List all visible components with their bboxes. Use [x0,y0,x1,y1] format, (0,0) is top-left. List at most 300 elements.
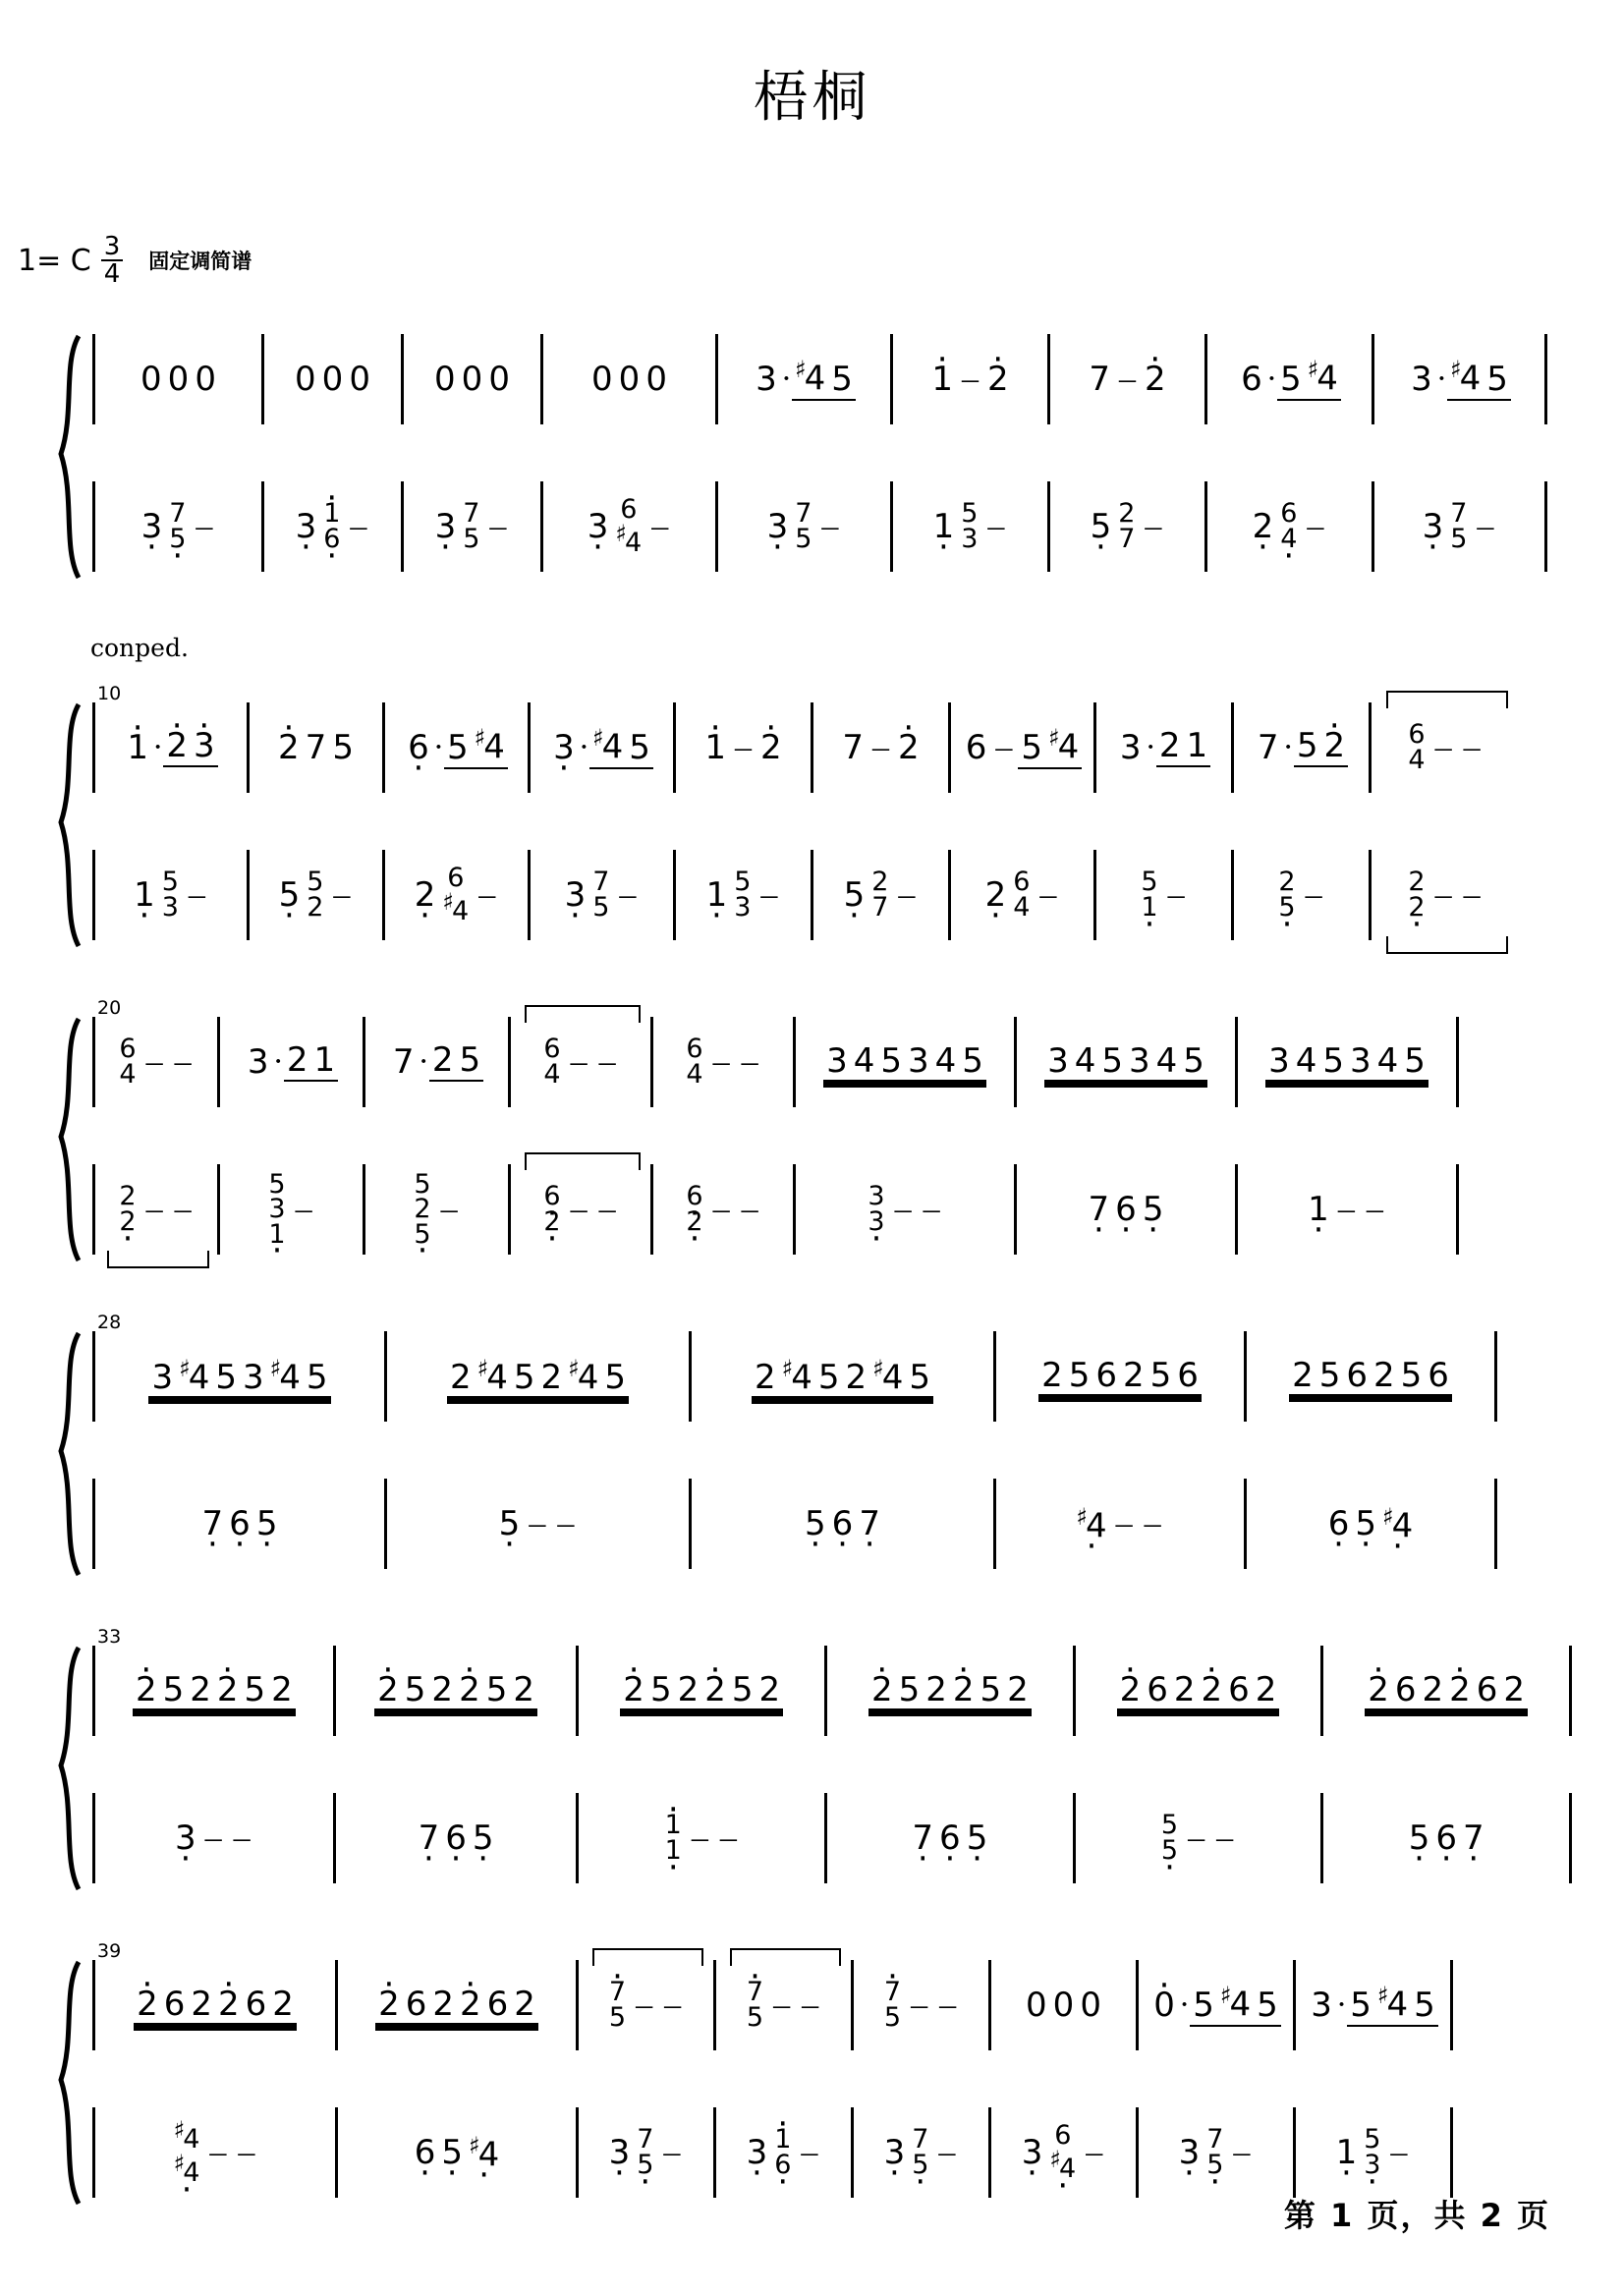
note: 0 [591,360,613,399]
note: ♯4 [869,1357,906,1396]
measure [1247,1479,1497,1569]
measure: · 3 6 ♯4 – [543,481,718,572]
chord-stack [1360,2124,1384,2180]
measure [338,1960,579,2050]
note: 5 [1364,2124,1381,2155]
note: · 6 [1112,1193,1140,1226]
note: 3 [1411,360,1432,399]
note: 5 [1294,729,1321,767]
note: · 5 [470,1821,497,1855]
note: 2 · [375,1987,403,2023]
note: · 3 [172,1821,199,1855]
note: 3 [868,1181,885,1212]
note: · 3 [606,2136,634,2169]
note: 5 [1411,1988,1438,2027]
note: · 6 [936,1821,964,1855]
note: 5 [795,524,812,554]
note: · 3 [1420,510,1447,543]
measure: · ♯4 – – [996,1479,1247,1569]
note: 4 [1072,1044,1099,1080]
note: 4 [851,1044,878,1080]
note: 5 [414,1168,431,1200]
chord-stack [1274,867,1299,923]
note: 2 [1171,1673,1199,1708]
note: 2 [429,1043,457,1082]
note: 5 [961,498,979,530]
note: · ♯4 [1047,2149,1078,2182]
note: 6 [1392,1673,1420,1708]
measure: 6 · 5 ♯4 [1207,334,1374,424]
note: 2 [307,892,324,923]
note: 5 [483,1673,511,1708]
note: 2 · [1199,1673,1226,1708]
system-3-lower-staff [92,1164,1572,1255]
note: 2 [268,1673,296,1708]
measure: 1 · – 2 · [893,334,1050,424]
chord-stack [908,2124,932,2180]
system-4-lower-staff [92,1479,1572,1569]
measure: 6 4 – – [511,1017,653,1107]
measure [92,1626,336,1736]
measure-number: 39 [97,1940,122,1962]
chord-stack [170,2116,204,2188]
note: 5 [896,1673,924,1708]
measure [92,334,264,424]
note: 5 [402,1673,429,1708]
note: 6 [403,1987,430,2023]
measure: 2 · 5 – [1234,850,1372,940]
note: 0 [618,360,641,399]
chord-stack [743,1977,767,2033]
note: ♯4 [589,726,626,768]
note: 5 [883,2002,902,2033]
note: · 6 [772,2153,793,2178]
note: 3 [161,892,179,923]
note: 2 [1118,498,1136,530]
note: 2 · [757,731,785,764]
page-title: 梧桐 [753,66,871,130]
note: 2 · [456,1673,483,1708]
note: 2 [843,1361,870,1396]
measure: · 5 5 2 – [250,850,385,940]
note: · 6 [1432,1821,1460,1855]
chord-stack [158,867,183,923]
measure: 7 · 5 – – [854,1960,991,2050]
chord-stack [611,494,645,558]
note: 2 [1156,729,1184,767]
measure: · 6 · 2 – – [511,1164,653,1255]
measure [1323,1646,1572,1736]
measure: · 1 5 3 – [893,481,1050,572]
measure: · 1 – – [1238,1164,1459,1255]
note: 7 [1257,728,1279,767]
note: ♯4 [792,358,828,400]
note: 5 [332,728,354,767]
note: 5 [1190,1988,1217,2027]
note: 1 [310,1043,338,1082]
note: · 3 [562,878,589,912]
chord-stack [682,1181,706,1237]
note: 2 [510,1673,537,1708]
note: 2 · [701,1673,729,1708]
note: 7 [463,498,480,530]
note: 6 [620,494,638,526]
note: 1 · [321,501,342,527]
chord-stack [957,498,981,554]
note: 7 · [607,1980,628,2005]
measure: 7 · 2 5 [365,1017,511,1107]
note: 4 [1293,1044,1320,1080]
note: · 3 [1362,2153,1382,2178]
measure [692,1331,996,1422]
note: · 5 [1406,1821,1433,1855]
note: · 1 [663,1838,684,1864]
note: ♯4 [472,726,508,768]
measure: 1 · · 1 – – [579,1793,827,1883]
note: 2 [414,1194,431,1225]
note: ♯4 [615,520,643,558]
note: ♯4 [1447,358,1484,400]
chord-stack [438,863,473,926]
note: 2 · [215,1987,243,2023]
note: 2 [1371,1359,1398,1394]
measure: 5 · 1 – [1096,850,1234,940]
note: 6 [1174,1359,1202,1394]
chord-stack [1157,1810,1182,1866]
note: · 5 [1140,1193,1167,1226]
note: 5 [1484,363,1511,401]
note: 0 [167,360,190,399]
note: · 6 [442,1821,470,1855]
measure: 2 · 2 – – [1372,850,1519,940]
measure: · 6 · 5 ♯4 [385,702,531,793]
chord-stack [1404,867,1428,923]
note: 3 [905,1044,932,1080]
note: · 5 [496,1507,524,1540]
system-6-lower-staff [92,2107,1572,2198]
note: 5 [877,1044,905,1080]
note: 4 [543,1059,561,1090]
tie-icon [592,1948,704,1966]
note: 2 [269,1987,297,2023]
measure: 3 · 2 1 [1096,702,1234,793]
measure-number: 20 [97,997,122,1019]
note: 7 [592,867,610,898]
note: 3 · [191,729,218,767]
note: 1 · [124,731,151,764]
note: · 1 [1305,1193,1332,1226]
note: · 7 [909,1821,936,1855]
note: 6 [543,1034,561,1065]
system-2-upper-staff [92,683,1572,793]
note: 2 [752,1361,779,1396]
note: · 5 [167,527,188,552]
measure: 5 · 5 – – [1076,1793,1324,1883]
note: 0 [488,360,510,399]
note: 5 [212,1361,240,1396]
note: 6 [1343,1359,1371,1394]
chord-stack [1137,867,1161,923]
note: · 3 [550,731,578,764]
note: 2 · [984,363,1012,396]
measure: ♯4 · ♯4 – – [92,2107,338,2198]
chord-stack [539,1181,564,1237]
note: 7 [1450,498,1468,530]
measure [1017,1017,1238,1107]
measure: 5 3 · 1 – [220,1164,365,1255]
note: 0 [140,360,162,399]
measure: · 3 7 5 – [531,850,676,940]
measure: 10 1 · · 2 · 3 · [92,702,250,793]
note: 5 [268,1168,286,1200]
chord-stack [1045,2120,1080,2184]
chord-stack [864,1181,888,1237]
note: ♯4 [173,2116,200,2155]
measure [827,1793,1076,1883]
measure: 7 – 2 · [813,702,951,793]
note: 6 [1408,719,1426,751]
note: · 3 [585,510,612,543]
note: · 3 [881,2136,909,2169]
note: · 6 [405,731,432,764]
note: ♯4 [565,1357,601,1396]
measure [264,334,404,424]
note: 6 [1425,1359,1452,1394]
note: 5 [1254,1988,1281,2027]
note: · 5 [412,1222,432,1248]
note: · 5 [841,878,868,912]
note: 5 [1160,1810,1179,1841]
note: 7 [637,2124,654,2155]
note: 5 [734,867,752,898]
measure: 7 · 5 – – [716,1960,854,2050]
note: 7 [912,2124,929,2155]
note: 0 [461,360,483,399]
note: 4 [1408,745,1426,775]
note: ♯4 [267,1357,304,1396]
note: · 2 [117,1209,138,1235]
measure: · 5 2 7 – [1050,481,1207,572]
measure: 3 · ♯4 5 [1374,334,1547,424]
measure [92,1479,387,1569]
chord-stack [605,1977,630,2033]
note: 4 [1153,1044,1181,1080]
system-1-upper-staff [92,334,1572,424]
measure: 3 · 5 ♯4 5 [1296,1960,1453,2050]
chord-stack [588,867,613,923]
measure [92,1312,387,1422]
note: 3 [961,524,979,554]
note: 4 [1374,1044,1402,1080]
note: 2 [429,1987,457,2023]
measure [1238,1017,1459,1107]
note: 5 [626,731,653,769]
measure: 2 · 2 – – [92,1164,220,1255]
note: 1 · [663,1813,684,1838]
system-3-upper-staff [92,997,1572,1107]
measure [336,1646,580,1736]
pedal-marking: conped. [90,634,189,662]
tie-icon [525,1152,641,1170]
system-2-lower-staff [92,850,1572,940]
system-5-lower-staff [92,1793,1572,1883]
measure [404,334,543,424]
note: ♯4 [1305,358,1341,400]
note: 0 [1080,1986,1101,2025]
note: 6 [1474,1673,1501,1708]
measure [1323,1793,1572,1883]
measure [692,1479,996,1569]
note: 6 [1225,1673,1253,1708]
note: 5 [1141,867,1158,898]
note: · 1 [131,878,158,912]
note: 2 [1253,1673,1280,1708]
note: 6 [686,1034,703,1065]
note: ♯4 [1217,1984,1254,2026]
note: 4 [686,1059,703,1090]
note: 2 [119,1181,137,1212]
note: · 7 [199,1507,227,1540]
note: 2 [538,1361,566,1396]
measure [1017,1164,1238,1255]
note: · ♯4 [172,2153,202,2186]
note: 5 [978,1673,1005,1708]
measure: · 5 2 7 – [813,850,951,940]
note: · 3 [764,510,792,543]
time-signature-numerator: 3 [101,234,124,261]
note: · 1 [1333,2136,1361,2169]
chord-stack [880,1977,905,2033]
tie-icon [1386,691,1508,708]
note: 5 [906,1361,933,1396]
system-4-upper-staff [92,1312,1572,1422]
note: · 5 [438,2136,466,2169]
note: 2 [1004,1673,1032,1708]
note: · 1 [1139,895,1159,921]
note: 2 · [374,1673,402,1708]
measure: · 1 5 · 3 – [1296,2107,1453,2198]
measure: 7 – 2 · [1050,334,1207,424]
measure: 1 · – 2 · [676,702,813,793]
measure: 6 4 – – [1372,702,1519,793]
measure: 0 · · 5 ♯4 5 [1139,1960,1296,2050]
chord-stack [410,1168,434,1250]
time-signature [101,234,124,287]
note: ♯4 [176,1357,212,1396]
note: 0 [195,360,216,399]
note: 5 [1450,524,1468,554]
measure [1247,1331,1497,1422]
note: · 4 [1278,527,1299,552]
measure [338,2107,579,2198]
notation-type-label: 固定调简谱 [148,250,252,273]
note: 6 [1241,360,1262,399]
note: 5 [815,1361,843,1396]
measure: 7 · 5 – – [579,1960,716,2050]
note: 5 [1319,1044,1347,1080]
tie-icon [525,1005,641,1023]
note: ♯4 [1045,726,1082,768]
note: · 1 [703,878,731,912]
note: 5 [511,1361,538,1396]
note: · 5 [802,1507,829,1540]
system-6-upper-staff [92,1940,1572,2050]
system-5-upper-staff [92,1626,1572,1736]
note: · 3 [866,1209,886,1235]
note: 5 [592,892,610,923]
chord-stack [730,867,755,923]
system-1-lower-staff [92,481,1572,572]
note: 3 [823,1044,851,1080]
note: · 5 [1276,895,1297,921]
note: 0 [1026,1986,1047,2025]
chord-stack [1404,719,1428,775]
chord-stack [165,498,190,554]
note: 3 [734,892,752,923]
note: 2 [188,1987,215,2023]
chord-stack [1276,498,1301,554]
note: 0 · [1150,1988,1178,2022]
note: · 6 [1325,1507,1353,1540]
note: 2 · [1365,1673,1392,1708]
note: · 6 [829,1507,857,1540]
chord-stack [661,1810,686,1866]
note: 5 [1018,731,1045,769]
chord-stack [1009,867,1034,923]
tie-icon [1386,936,1508,954]
note: 0 [645,360,667,399]
note: 5 [746,2002,764,2033]
note: 2 · [1446,1673,1474,1708]
note: 2 [1120,1359,1148,1394]
note: 2 · [457,1987,484,2023]
note: 6 [1054,2120,1072,2152]
note: · 6 [684,1184,704,1209]
note: 3 [268,1194,286,1225]
note: · 5 [276,878,304,912]
note: 5 [729,1673,756,1708]
measure: 3 · ♯4 5 [718,334,893,424]
note: 2 · [275,731,303,764]
note: · 2 [541,1209,562,1235]
note: · 5 [1159,1838,1180,1864]
note: 2 [1278,867,1296,898]
note: 5 [1098,1044,1126,1080]
note: 7 [1118,524,1136,554]
note: · 3 [293,510,320,543]
note: · 5 [910,2153,930,2178]
measure: · 5 – – [387,1479,692,1569]
note: 6 [484,1987,512,2023]
measure: · 6 · 2 – – [653,1164,796,1255]
note: 5 [161,867,179,898]
note: 0 [434,360,456,399]
note: 3 [1044,1044,1072,1080]
note: · 6 [541,1184,562,1209]
note: 6 [1144,1673,1171,1708]
measure: · 3 1 · · 6 – [264,481,404,572]
note: ♯4 [442,888,470,926]
note: 7 [795,498,812,530]
note: 2 [756,1673,784,1708]
note: · 2 [1406,895,1427,921]
note: · 2 [1250,510,1277,543]
measure [250,702,385,793]
note: 5 [647,1673,675,1708]
note: 7 [392,1042,415,1082]
note: 1 · [772,2127,793,2153]
note: 0 [349,360,370,399]
